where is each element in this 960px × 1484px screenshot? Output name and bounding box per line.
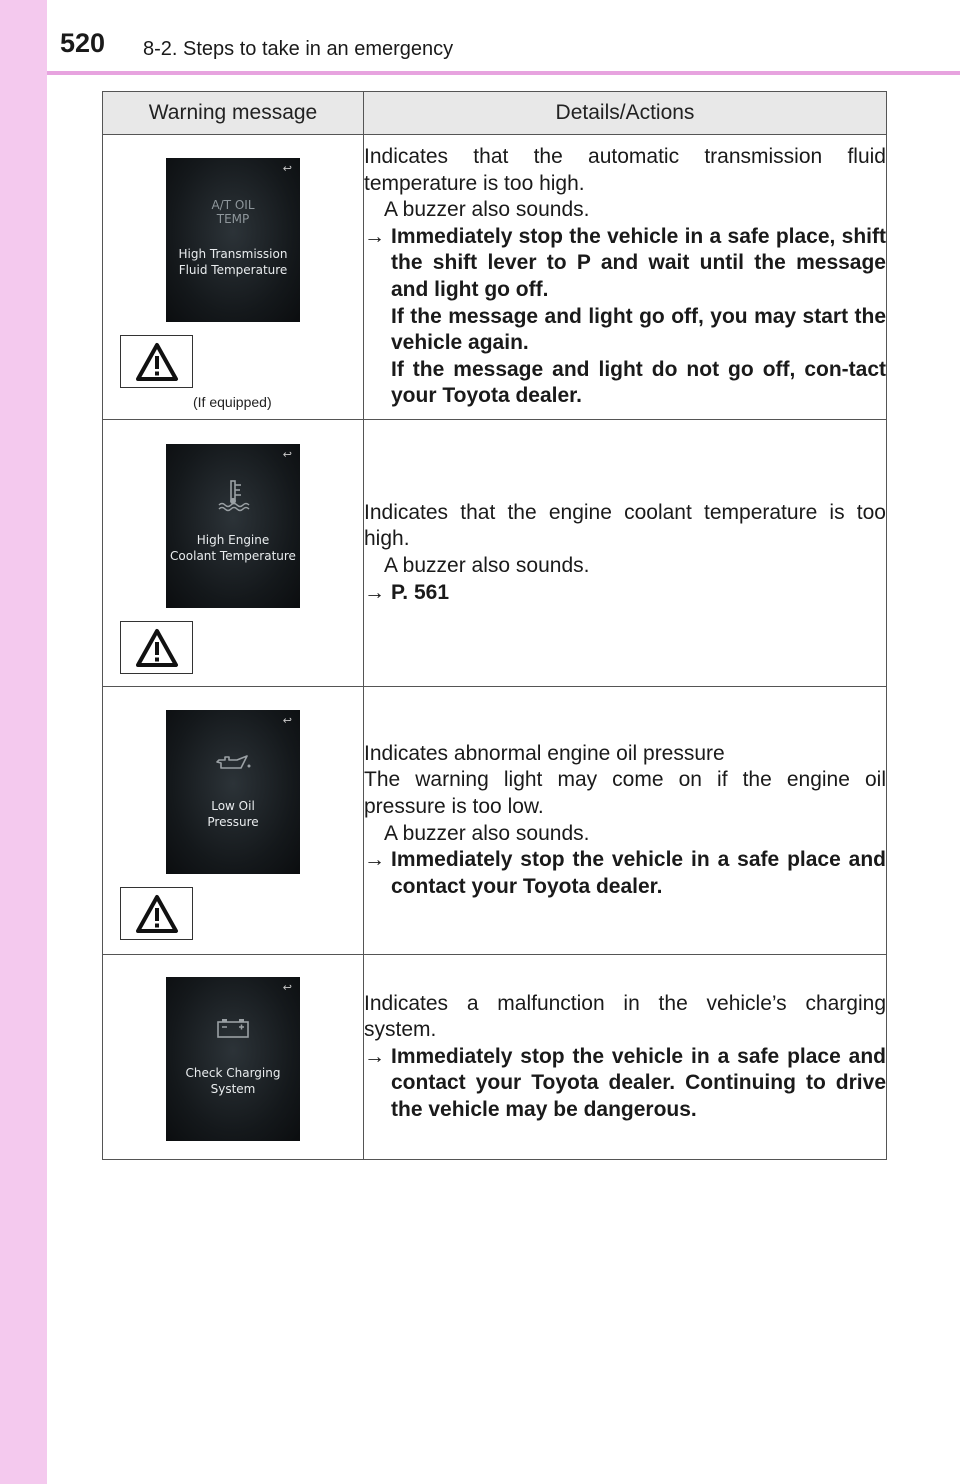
details-cell — [364, 420, 887, 687]
arrow-icon: → — [364, 1044, 385, 1068]
warning-image-cell — [103, 135, 364, 420]
details-cell — [364, 135, 887, 420]
warning-message-table — [102, 91, 887, 1160]
table-row — [103, 955, 887, 1160]
buzzer-note: A buzzer also sounds. — [384, 554, 590, 577]
return-icon: ↩ — [282, 715, 292, 727]
display-screen-oil — [166, 710, 300, 874]
warning-indicator-box — [120, 621, 193, 674]
warning-indicator-box — [120, 887, 193, 940]
return-icon: ↩ — [282, 982, 292, 994]
oil-can-icon — [166, 752, 300, 779]
action-instruction — [364, 847, 886, 900]
details-cell — [364, 687, 887, 955]
screen-message: Check Charging System — [185, 1066, 281, 1096]
screen-message: Low Oil Pressure — [207, 799, 259, 829]
warning-image-cell — [103, 955, 364, 1160]
warning-image-cell — [103, 687, 364, 955]
if-equipped-note: (If equipped) — [193, 394, 272, 410]
table-row — [103, 135, 887, 420]
return-icon: ↩ — [282, 163, 292, 175]
details-cell — [364, 955, 887, 1160]
warning-triangle-icon — [135, 894, 179, 934]
description: Indicates that the automatic transmission fluid temperature is too high. — [364, 145, 886, 195]
description: Indicates that the engine coolant temperature is too high. — [364, 500, 886, 551]
section-title: 8-2. Steps to take in an emergency — [143, 38, 454, 60]
table-row — [103, 420, 887, 687]
screen-message: High Engine Coolant Temperature — [170, 533, 296, 563]
page-reference: P. 561 — [391, 580, 450, 604]
table-header-row — [103, 92, 887, 135]
action-line: If the message and light do not go off, con-tact your Toyota dealer. — [391, 357, 886, 408]
display-screen-coolant — [166, 444, 300, 608]
arrow-icon: → — [364, 580, 385, 604]
page-number: 520 — [60, 28, 106, 58]
battery-icon — [166, 1017, 300, 1044]
table-row — [103, 687, 887, 955]
action-line: Immediately stop the vehicle in a safe place, shift the shift lever to P and wait until the message and light go off. — [391, 224, 886, 301]
action-line: If the message and light go off, you may start the vehicle again. — [391, 304, 886, 355]
column-header-details-actions: Details/Actions — [364, 92, 887, 135]
arrow-icon: → — [364, 848, 385, 872]
header-rule — [47, 71, 960, 75]
action-line: Immediately stop the vehicle in a safe place and contact your Toyota dealer. Continuing to drive the vehicle may be dangerous. — [391, 1044, 886, 1121]
display-screen-charging — [166, 977, 300, 1141]
description: Indicates a malfunction in the vehicle’s charging system. — [364, 991, 886, 1042]
buzzer-note: A buzzer also sounds. — [384, 198, 590, 222]
warning-indicator-box — [120, 335, 193, 388]
warning-triangle-icon — [135, 342, 179, 382]
warning-image-cell — [103, 420, 364, 687]
description: Indicates abnormal engine oil pressure — [364, 741, 725, 765]
buzzer-note: A buzzer also sounds. — [384, 821, 590, 845]
side-band — [0, 0, 47, 1484]
coolant-temperature-icon — [166, 478, 300, 517]
warning-triangle-icon — [135, 628, 179, 668]
screen-top-text: A/T OIL TEMP — [211, 198, 255, 226]
action-instruction — [364, 580, 886, 607]
arrow-icon: → — [364, 224, 385, 248]
description: The warning light may come on if the engine oil pressure is too low. — [364, 768, 886, 818]
display-screen-transmission — [166, 158, 300, 322]
screen-message: High Transmission Fluid Temperature — [178, 247, 288, 277]
action-instruction — [364, 224, 886, 410]
action-line: Immediately stop the vehicle in a safe place and contact your Toyota dealer. — [391, 848, 886, 898]
action-instruction — [364, 1044, 886, 1124]
column-header-warning-message: Warning message — [103, 92, 364, 135]
return-icon: ↩ — [282, 449, 292, 461]
